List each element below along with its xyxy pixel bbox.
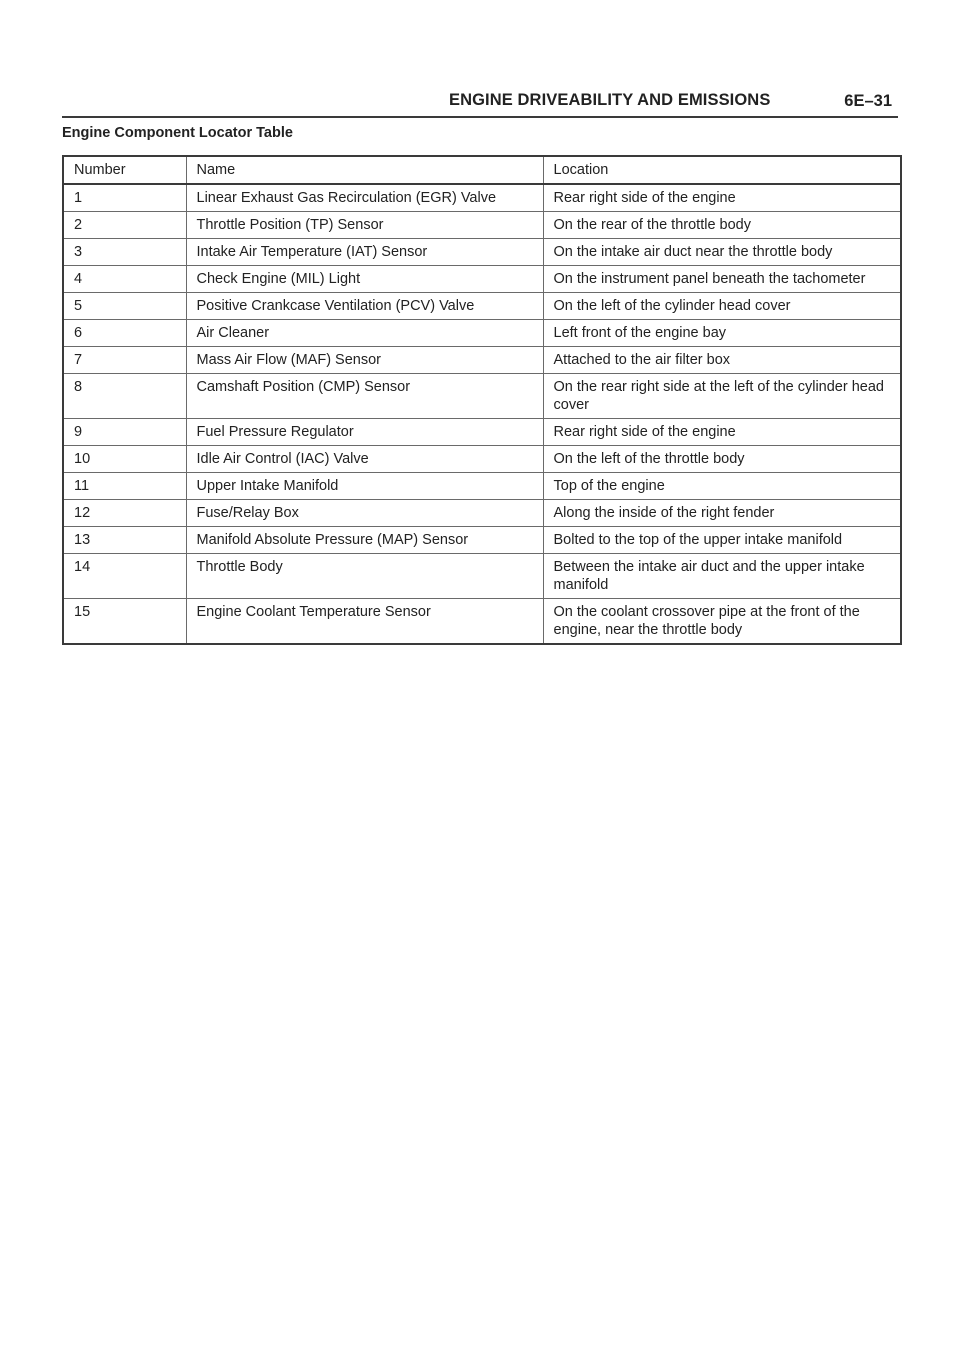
table-row (63, 599, 901, 645)
cell-number: 8 (63, 374, 186, 419)
cell-number: 13 (63, 527, 186, 554)
cell-number: 7 (63, 347, 186, 374)
table-row (63, 374, 901, 419)
cell-name: Fuse/Relay Box (186, 500, 543, 527)
component-locator-table (62, 155, 902, 645)
table-row (63, 473, 901, 500)
table-title: Engine Component Locator Table (62, 125, 293, 141)
table-row (63, 500, 901, 527)
table-row (63, 446, 901, 473)
cell-location: On the coolant crossover pipe at the front of the engine, near the throttle body (543, 599, 901, 645)
cell-location: Bolted to the top of the upper intake manifold (543, 527, 901, 554)
cell-number: 11 (63, 473, 186, 500)
table-row (63, 320, 901, 347)
cell-number: 10 (63, 446, 186, 473)
cell-location: On the intake air duct near the throttle body (543, 239, 901, 266)
cell-name: Positive Crankcase Ventilation (PCV) Valve (186, 293, 543, 320)
cell-location: Attached to the air filter box (543, 347, 901, 374)
page-header (62, 88, 898, 118)
cell-number: 9 (63, 419, 186, 446)
table-row (63, 266, 901, 293)
cell-name: Upper Intake Manifold (186, 473, 543, 500)
page-number: 6E–31 (844, 92, 892, 110)
cell-location: Rear right side of the engine (543, 419, 901, 446)
cell-location: Between the intake air duct and the upper intake manifold (543, 554, 901, 599)
cell-name: Air Cleaner (186, 320, 543, 347)
column-header-location: Location (543, 156, 901, 184)
cell-name: Intake Air Temperature (IAT) Sensor (186, 239, 543, 266)
cell-name: Linear Exhaust Gas Recirculation (EGR) Valve (186, 184, 543, 212)
cell-name: Mass Air Flow (MAF) Sensor (186, 347, 543, 374)
table-row (63, 184, 901, 212)
table-row (63, 554, 901, 599)
cell-location: Left front of the engine bay (543, 320, 901, 347)
cell-number: 6 (63, 320, 186, 347)
cell-location: On the left of the cylinder head cover (543, 293, 901, 320)
cell-name: Throttle Position (TP) Sensor (186, 212, 543, 239)
cell-number: 15 (63, 599, 186, 645)
cell-number: 3 (63, 239, 186, 266)
cell-location: On the rear right side at the left of the cylinder head cover (543, 374, 901, 419)
table-row (63, 527, 901, 554)
table-row (63, 212, 901, 239)
cell-name: Idle Air Control (IAC) Valve (186, 446, 543, 473)
cell-number: 4 (63, 266, 186, 293)
column-header-number: Number (63, 156, 186, 184)
cell-number: 2 (63, 212, 186, 239)
cell-number: 1 (74, 190, 83, 206)
cell-location: Rear right side of the engine (543, 184, 901, 212)
cell-name: Fuel Pressure Regulator (186, 419, 543, 446)
cell-location: Top of the engine (543, 473, 901, 500)
cell-name: Engine Coolant Temperature Sensor (186, 599, 543, 645)
table-header-row (63, 156, 901, 184)
table-row (63, 419, 901, 446)
cell-number: 12 (63, 500, 186, 527)
cell-name: Throttle Body (186, 554, 543, 599)
table-row (63, 347, 901, 374)
cell-name: Camshaft Position (CMP) Sensor (186, 374, 543, 419)
cell-location: Along the inside of the right fender (543, 500, 901, 527)
cell-name: Manifold Absolute Pressure (MAP) Sensor (186, 527, 543, 554)
cell-location: On the left of the throttle body (543, 446, 901, 473)
section-title: ENGINE DRIVEABILITY AND EMISSIONS (449, 91, 771, 109)
cell-number: 14 (63, 554, 186, 599)
table-row (63, 239, 901, 266)
cell-location: On the rear of the throttle body (543, 212, 901, 239)
column-header-name: Name (186, 156, 543, 184)
cell-name: Check Engine (MIL) Light (186, 266, 543, 293)
table-row (63, 293, 901, 320)
cell-number: 5 (63, 293, 186, 320)
cell-location: On the instrument panel beneath the tachometer (543, 266, 901, 293)
